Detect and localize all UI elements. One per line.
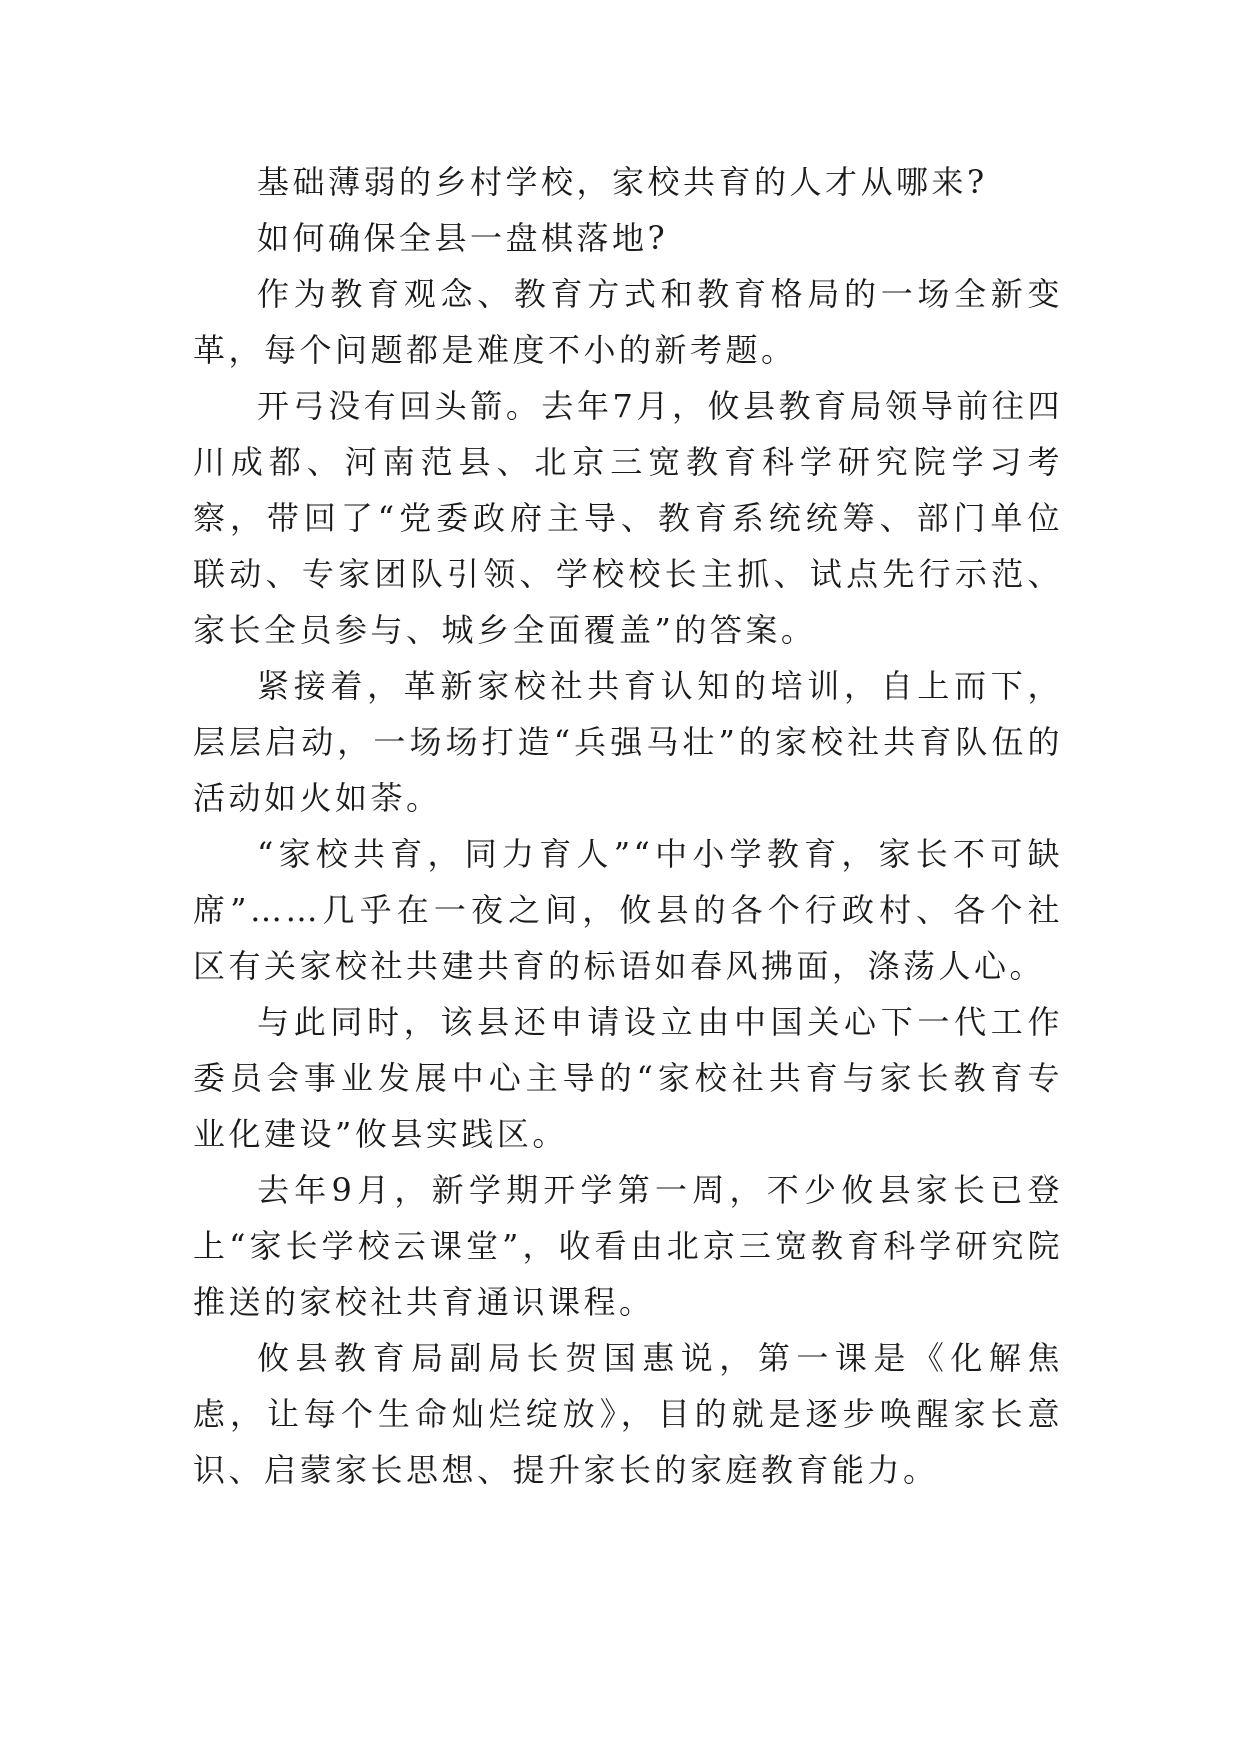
paragraph-3: 作为教育观念、教育方式和教育格局的一场全新变革，每个问题都是难度不小的新考题。 bbox=[193, 275, 1063, 369]
paragraph-1: 基础薄弱的乡村学校，家校共育的人才从哪来? bbox=[257, 163, 988, 201]
paragraph-5: 紧接着，革新家校社共育认知的培训，自上而下，层层启动，一场场打造“兵强马壮”的家校社共育队伍的活动如火如荼。 bbox=[193, 667, 1063, 817]
paragraph-2: 如何确保全县一盘棋落地? bbox=[257, 219, 669, 257]
document-body bbox=[193, 154, 1063, 1498]
paragraph-6: “家校共育，同力育人”“中小学教育，家长不可缺席”……几乎在一夜之间，攸县的各个行政村、各个社区有关家校社共建共育的标语如春风拂面，涤荡人心。 bbox=[193, 835, 1063, 985]
paragraph-7: 与此同时，该县还申请设立由中国关心下一代工作委员会事业发展中心主导的“家校社共育与家长教育专业化建设”攸县实践区。 bbox=[193, 1003, 1063, 1153]
paragraph-8: 去年9月，新学期开学第一周，不少攸县家长已登上“家长学校云课堂”，收看由北京三宽教育科学研究院推送的家校社共育通识课程。 bbox=[193, 1171, 1063, 1321]
paragraph-9: 攸县教育局副局长贺国惠说，第一课是《化解焦虑，让每个生命灿烂绽放》，目的就是逐步唤醒家长意识、启蒙家长思想、提升家长的家庭教育能力。 bbox=[193, 1339, 1063, 1489]
paragraph-4: 开弓没有回头箭。去年7月，攸县教育局领导前往四川成都、河南范县、北京三宽教育科学研究院学习考察，带回了“党委政府主导、教育系统统筹、部门单位联动、专家团队引领、学校校长主抓、试点先行示范、家长全员参与、城乡全面覆盖”的答案。 bbox=[193, 387, 1063, 649]
